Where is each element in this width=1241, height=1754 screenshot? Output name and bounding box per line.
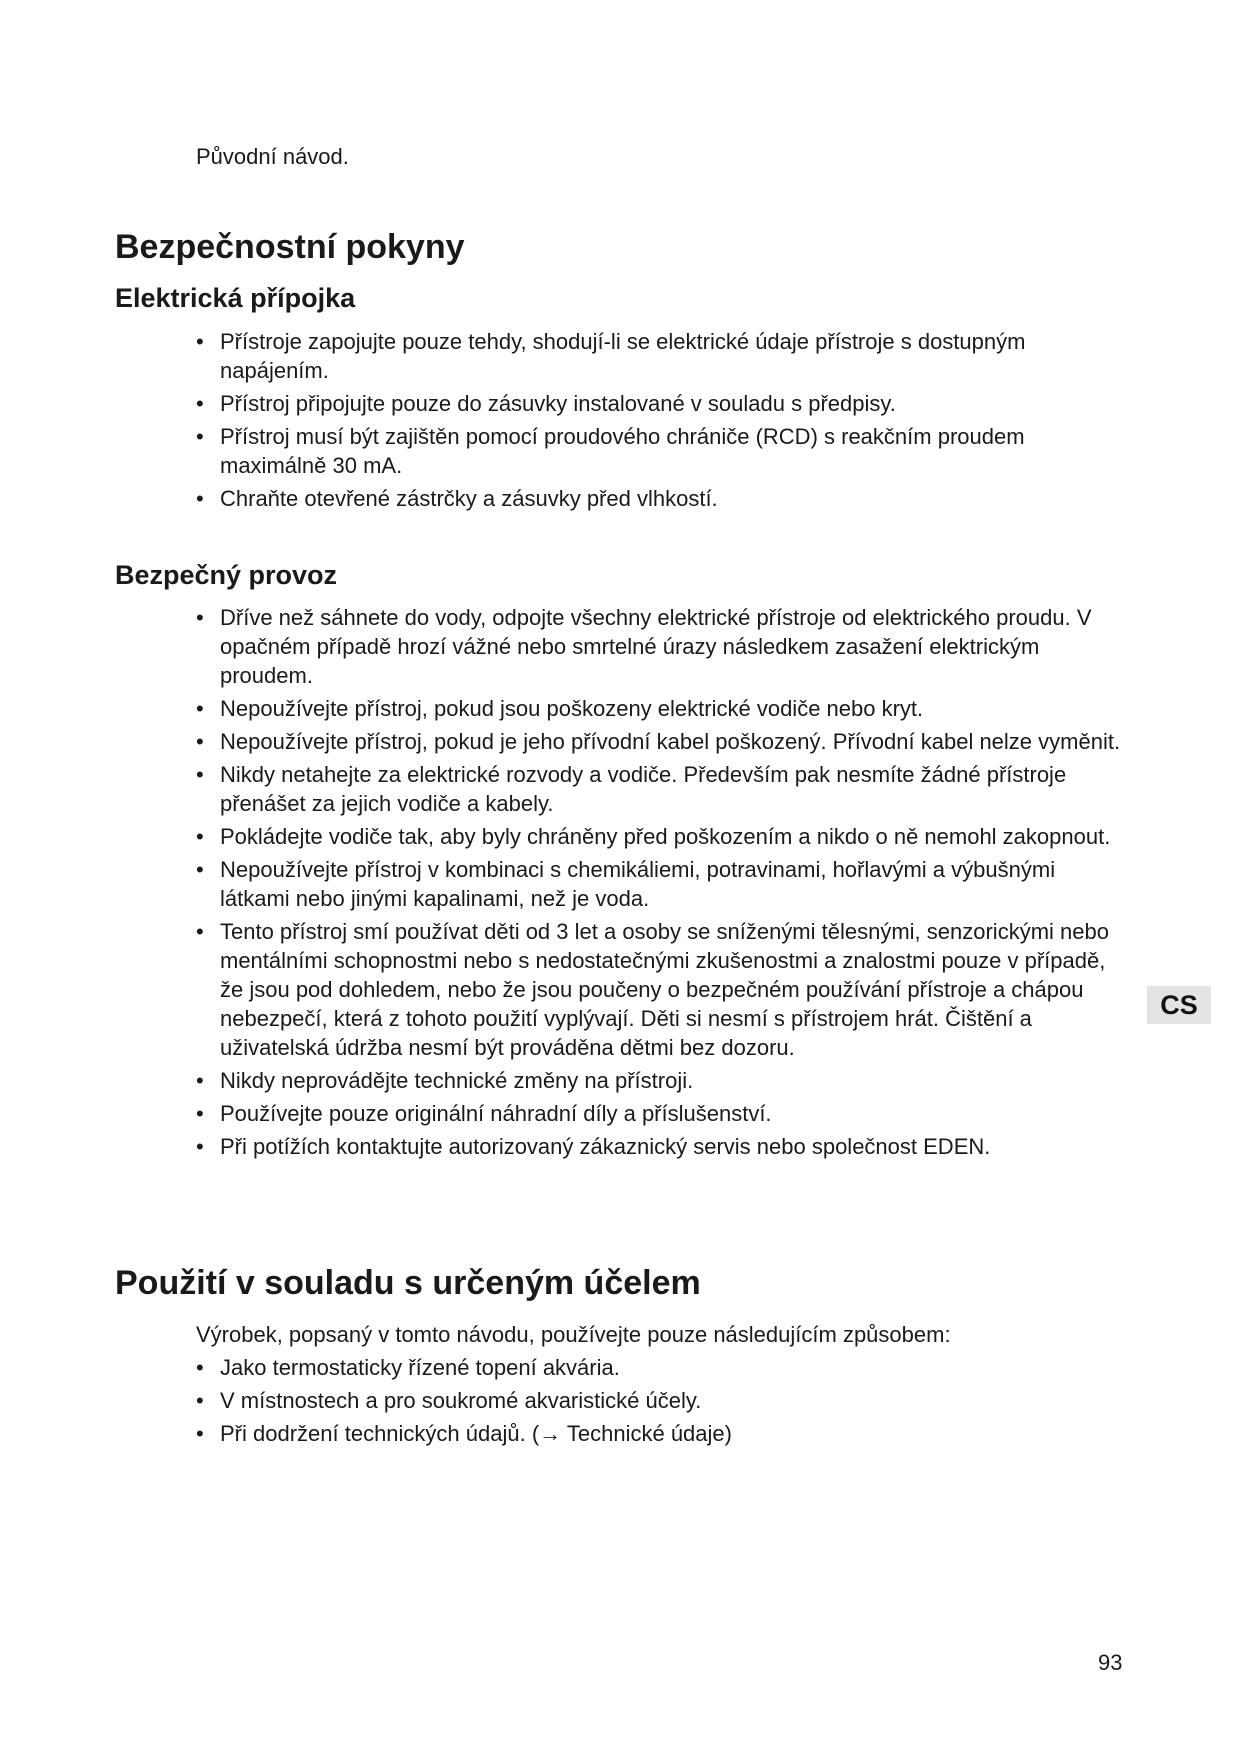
list-item: • Přístroje zapojujte pouze tehdy, shodují-li se elektrické údaje přístroje s dostupným napájením. [196,327,1121,385]
list-item: • Nepoužívejte přístroj, pokud je jeho přívodní kabel poškozený. Přívodní kabel nelze vyměnit. [196,727,1121,756]
list-item: • Nepoužívejte přístroj, pokud jsou poškozeny elektrické vodiče nebo kryt. [196,694,1121,723]
intended-use-heading: Použití v souladu s určeným účelem [115,1264,701,1302]
list-item: • Dříve než sáhnete do vody, odpojte všechny elektrické přístroje od elektrického proudu. V opačném případě hrozí vážné nebo smrtelné úrazy následkem zasažení elektrickým proudem. [196,603,1121,690]
page-number: 93 [1098,1650,1123,1675]
list-item: • Přístroj připojujte pouze do zásuvky instalované v souladu s předpisy. [196,389,1121,418]
list-item: • Chraňte otevřené zástrčky a zásuvky před vlhkostí. [196,484,1121,513]
list-item: • Při potížích kontaktujte autorizovaný zákaznický servis nebo společnost EDEN. [196,1132,1121,1161]
electrical-list [196,327,1121,517]
electrical-heading: Elektrická přípojka [115,283,356,313]
operation-list [196,603,1121,1165]
intended-use-lead: Výrobek, popsaný v tomto návodu, používejte pouze následujícím způsobem: [196,1322,951,1347]
safety-heading: Bezpečnostní pokyny [115,228,465,266]
list-item: • Nikdy neprovádějte technické změny na přístroji. [196,1066,1121,1095]
list-item: • Pokládejte vodiče tak, aby byly chráněny před poškozením a nikdo o ně nemohl zakopnout. [196,822,1121,851]
list-item: • Používejte pouze originální náhradní díly a příslušenství. [196,1099,1121,1128]
list-item: • Nikdy netahejte za elektrické rozvody a vodiče. Především pak nesmíte žádné přístroje přenášet za jejich vodiče a kabely. [196,760,1121,818]
intended-use-list [196,1353,1121,1452]
list-item: • Tento přístroj smí používat děti od 3 let a osoby se sníženými tělesnými, senzorickými nebo mentálními schopnostmi nebo s nedostatečnými zkušenostmi a znalostmi pouze v případě, že jsou pod dohledem, nebo že jsou poučeny o bezpečném používání přístroje a chápou nebezpečí, která z tohoto použití vyplývají. Děti si nesmí s přístrojem hrát. Čištění a uživatelská údržba nesmí být prováděna dětmi bez dozoru. [196,917,1121,1062]
operation-heading: Bezpečný provoz [115,560,338,590]
list-item: • Jako termostaticky řízené topení akvária. [196,1353,1121,1382]
list-item: • V místnostech a pro soukromé akvaristické účely. [196,1386,1121,1415]
intro-text: Původní návod. [196,144,349,169]
list-item: • Nepoužívejte přístroj v kombinaci s chemikáliemi, potravinami, hořlavými a výbušnými látkami nebo jinými kapalinami, než je voda. [196,855,1121,913]
list-item: • Přístroj musí být zajištěn pomocí proudového chrániče (RCD) s reakčním proudem maximálně 30 mA. [196,422,1121,480]
list-item: • Při dodržení technických údajů. (→ Technické údaje) [196,1419,1121,1448]
language-tab: CS [1147,986,1211,1024]
